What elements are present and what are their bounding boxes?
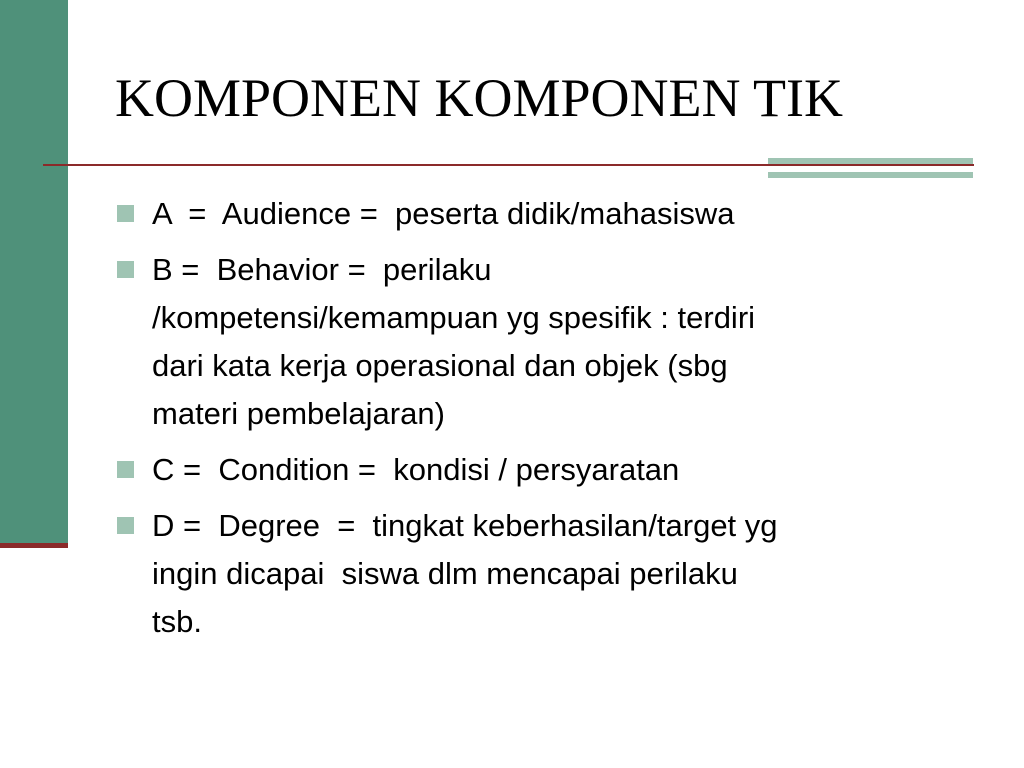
square-bullet-icon xyxy=(117,205,134,222)
slide-title: KOMPONEN KOMPONEN TIK xyxy=(115,68,844,128)
side-bar-bottom-edge xyxy=(0,543,68,548)
bullet-line: materi pembelajaran) xyxy=(152,396,445,431)
bullet-item-behavior xyxy=(115,246,975,438)
bullet-item-degree xyxy=(115,502,975,646)
bullet-line: B = Behavior = perilaku xyxy=(152,252,492,287)
bullet-line: D = Degree = tingkat keberhasilan/target yg xyxy=(152,508,778,543)
bullet-item-condition xyxy=(115,446,975,494)
bullet-line: dari kata kerja operasional dan objek (sbg xyxy=(152,348,728,383)
bullet-item-audience xyxy=(115,190,975,238)
bullet-line: ingin dicapai siswa dlm mencapai perilaku xyxy=(152,556,738,591)
bullet-line: A = Audience = peserta didik/mahasiswa xyxy=(152,196,735,231)
bullet-list xyxy=(115,190,975,654)
bullet-line: tsb. xyxy=(152,604,202,639)
bullet-line: /kompetensi/kemampuan yg spesifik : terdiri xyxy=(152,300,756,335)
bullet-line: C = Condition = kondisi / persyaratan xyxy=(152,452,680,487)
accent-bar-top xyxy=(768,158,973,164)
accent-bar-bottom xyxy=(768,172,973,178)
square-bullet-icon xyxy=(117,261,134,278)
decorative-side-bar xyxy=(0,0,68,543)
square-bullet-icon xyxy=(117,461,134,478)
square-bullet-icon xyxy=(117,517,134,534)
title-divider xyxy=(43,164,974,166)
